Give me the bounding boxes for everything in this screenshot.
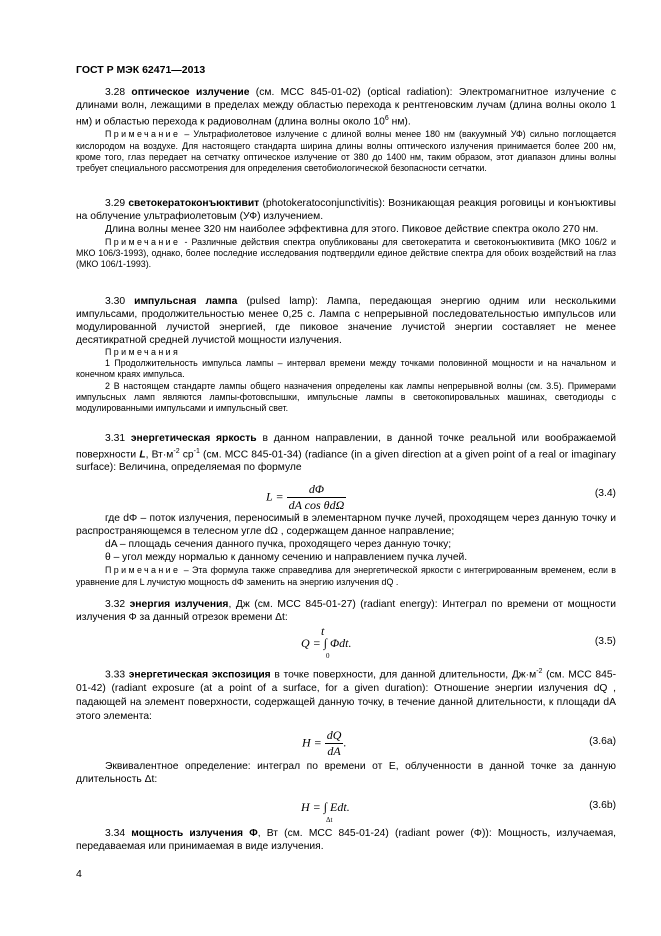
term: импульсная лампа [134, 296, 238, 307]
definition-paragraph [76, 827, 616, 853]
definition-text: (pulsed lamp): Лампа, передающая энергию одним или несколькими импульсами, продолжительностью менее 0,25 с. Лампа с непрерывной последовательностью импульсов или модулированной лучистой энергией, где пиковое значение лучистой энергии составляет не менее десятикратной средней лучистой мощности излучения. [76, 296, 616, 346]
numerator: dΦ [287, 482, 347, 498]
note-text: – Ультрафиолетовое излучение с длиной волны менее 180 нм (вакуумный УФ) сильно поглощается кислородом на воздухе. Для настоящего стандарта ширина длины волны оптического излучения принимается более 200 нм, кроме того, глаз передает на сетчатку оптическое излучение от 380 до 1400 нм, таким образом, этот диапазон длины волны требует специального рассмотрения для определения светобиологической безопасности сетчатки. [76, 129, 616, 174]
section-3-29 [76, 197, 616, 271]
note-2: 2 В настоящем стандарте лампы общего назначения определены как лампы непрерывной волны (см. 3.5). Примерами импульсных ламп являются лампы-фотовспышки, импульсные лампы в светокопировальных машинах, светодиоды с модулированными импульсами и импульсный свет. [76, 380, 616, 414]
equation-lhs: H = [302, 735, 322, 750]
definition-paragraph [76, 197, 616, 223]
term: оптическое излучение [131, 87, 250, 98]
equation-number: (3.6a) [589, 736, 616, 748]
equation-number: (3.6b) [589, 800, 616, 812]
section-number: 3.32 [105, 599, 126, 610]
section-number: 3.28 [105, 87, 126, 98]
equation-number: (3.5) [594, 636, 616, 647]
equation-3-5 [76, 624, 616, 664]
note-text: - Различные действия спектра опубликованы для светокератита и светоконъюктивита (МКО 106/2 и МКО 106/3-1993), однако, более последние исследования подтвердили единое действие спектра для обоих воздействий на глаз (МКО 106/1-1993). [76, 237, 616, 270]
equation-3-6a [76, 724, 616, 760]
definition-paragraph [76, 665, 616, 724]
definition-text: , Дж (см. МСС 845-01-27) (radiant energy): Интеграл по времени от мощности излучения Φ за данный отрезок времени Δt: [76, 599, 616, 623]
notes-label [76, 347, 616, 358]
page-number: 4 [76, 868, 82, 880]
document-header: ГОСТ Р МЭК 62471—2013 [76, 64, 206, 76]
equation-body: Q = ∫ Φdt. [301, 636, 352, 650]
note-text: – Эта формула также справедлива для энергетической яркости с интегрированным временем, если в уравнение для L лучистую мощность dΦ заменить на энергию излучения dQ . [76, 565, 616, 587]
denominator: dA [327, 744, 341, 759]
denominator: dA cos θdΩ [288, 498, 345, 513]
definition-text: (см. МСС 845-01-02) (optical radiation): Электромагнитное излучение с длинами волн, лежащими в пределах между областью перехода к рентгеновским лучам (длина волны около 1 нм) и областью перехода к радиоволнам (длина волны около 10 [76, 87, 616, 128]
fraction [287, 482, 347, 513]
definition-tail: нм). [388, 116, 411, 128]
term: энергетическая экспозиция [128, 669, 271, 681]
definition-text: (photokeratoconjunctivitis): Возникающая реакция роговицы и конъюктивы на облучение ультрафиолетовым (УФ) излучением. [76, 198, 616, 222]
where-line-3: θ – угол между нормалью к данному сечению и направлением пучка лучей. [105, 552, 468, 564]
equation-number: (3.4) [594, 488, 616, 500]
term: светокератоконъюктивит [128, 198, 260, 209]
integral-lower-limit: Δt [326, 816, 333, 825]
equation-3-6b [76, 786, 616, 826]
term: мощность излучения Φ [131, 828, 258, 839]
equation-3-4 [76, 474, 616, 512]
section-number: 3.29 [105, 198, 126, 209]
term: энергия излучения [129, 599, 229, 610]
definition-paragraph [76, 86, 616, 128]
section-number: 3.33 [105, 669, 126, 681]
fraction [325, 728, 344, 759]
definition-text: в данном направлении, в данной точке реальной или воображаемой поверхности [76, 433, 616, 461]
unit-text: , Вт·м [145, 449, 174, 461]
definition-paragraph [76, 432, 616, 474]
section-3-31 [76, 432, 616, 588]
note [76, 129, 616, 174]
note-label: Примечание [105, 565, 181, 576]
section-number: 3.30 [105, 296, 126, 307]
equation-body: H = $\frac{dQ}{dA}$ . [302, 728, 347, 759]
definition-paragraph [76, 598, 616, 624]
section-3-34 [76, 827, 616, 853]
integral-lower-limit: 0 [326, 652, 330, 660]
note [76, 237, 616, 271]
integral-upper-limit: t [321, 624, 325, 638]
section-number: 3.34 [105, 828, 126, 839]
equation-lhs: L = [266, 489, 284, 504]
definition-paragraph [76, 295, 616, 347]
note [76, 565, 616, 587]
equation-body [266, 482, 346, 513]
section-3-30 [76, 295, 616, 414]
equation-body: H = ∫ Edt. [301, 800, 350, 815]
definition-paragraph-2: Длина волны менее 320 нм наиболее эффективна для этого. Пиковое действие спектра около 270 нм. [105, 224, 599, 235]
section-3-32 [76, 598, 616, 664]
note-label: Примечание [105, 129, 181, 140]
symbol: L [139, 449, 146, 461]
note-1: 1 Продолжительность импульса лампы – интервал времени между точками половинной мощности и на начальном и конечном краях импульса. [76, 358, 616, 380]
definition-text: , Вт (см. МСС 845-01-24) (radiant power (Φ)): Мощность, излучаемая, передаваемая или принимаемая в виде излучения. [76, 828, 617, 852]
term: энергетическая яркость [130, 433, 257, 444]
numerator: dQ [326, 728, 342, 743]
notes-label-text: Примечания [105, 347, 181, 357]
where-line-1: где dΦ – поток излучения, переносимый в элементарном пучке лучей, проходящем через данную точку и распространяющемся в телесном угле dΩ , содержащем данное направление; [76, 513, 616, 538]
section-3-33 [76, 665, 616, 826]
section-3-28 [76, 86, 616, 174]
definition-text-2: (см. МСС 845-01-42) (radiant exposure (at a point of a surface, for a given duration): Отношение энергии излучения dQ , падающей на элемент поверхности, содержащей данную точку, в течение данной длительности, к площади dA этого элемента: [76, 669, 617, 723]
definition-text-2: (см. МСС 845-01-34) (radiance (in a given direction at a given point of a real or imaginary surface): Величина, определяемая по формуле [76, 449, 616, 474]
unit-text-2: ср [179, 449, 194, 461]
where-line-2: dA – площадь сечения данного пучка, проходящего через данную точку; [105, 539, 452, 551]
superscript: -2 [173, 448, 180, 455]
superscript: -2 [536, 668, 543, 675]
definition-text: в точке поверхности, для данной длительности, Дж·м [270, 669, 537, 681]
note-label: Примечание [105, 237, 181, 247]
section-number: 3.31 [105, 433, 126, 444]
equivalent-definition: Эквивалентное определение: интеграл по времени от E, облученности в данной точке за данную длительность Δt: [76, 761, 616, 786]
superscript: 6 [384, 115, 389, 122]
superscript-2: -1 [193, 448, 200, 455]
